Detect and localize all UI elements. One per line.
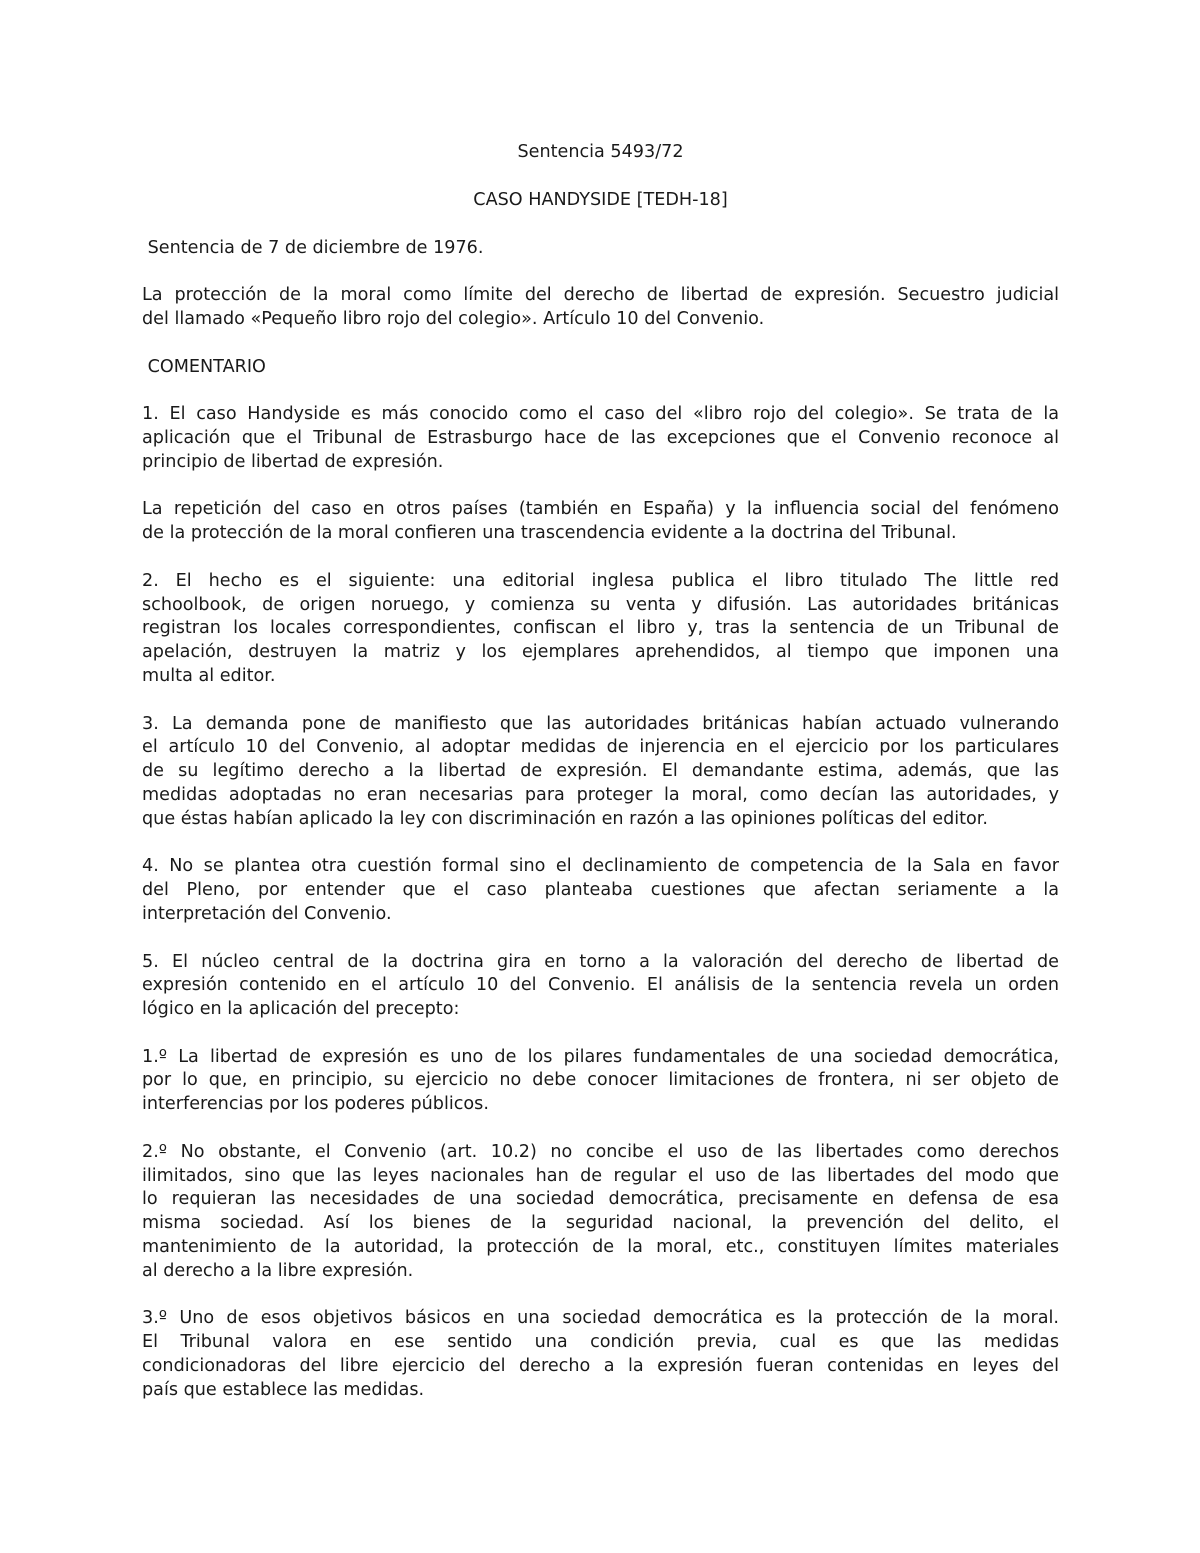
paragraph-line: expresión contenido en el artículo 10 del Convenio. El análisis de la sentencia revela un orden [142, 975, 1059, 996]
paragraph-line: 5. El núcleo central de la doctrina gira en torno a la valoración del derecho de libertad de [142, 951, 1059, 972]
paragraph-line: 3.º Uno de esos objetivos básicos en una sociedad democrática es la protección de la moral. [142, 1308, 1059, 1329]
document-body [142, 237, 1059, 1403]
paragraph-line: de la protección de la moral confieren una trascendencia evidente a la doctrina del Tribunal. [142, 523, 957, 544]
paragraph-line: interferencias por los poderes públicos. [142, 1094, 489, 1115]
paragraph [142, 237, 1059, 261]
paragraph [142, 284, 1059, 332]
paragraph-line: que éstas habían aplicado la ley con discriminación en razón a las opiniones políticas del editor. [142, 808, 989, 829]
paragraph-line: 3. La demanda pone de manifiesto que las autoridades británicas habían actuado vulnerando [142, 713, 1059, 734]
paragraph-line: misma sociedad. Así los bienes de la seguridad nacional, la prevención del delito, el [142, 1213, 1059, 1234]
paragraph [142, 498, 1059, 546]
paragraph-line: apelación, destruyen la matriz y los ejemplares aprehendidos, al tiempo que imponen una [142, 642, 1059, 663]
paragraph-line: el artículo 10 del Convenio, al adoptar medidas de injerencia en el ejercicio por los particulares [142, 737, 1059, 758]
paragraph [142, 855, 1059, 926]
paragraph-line: interpretación del Convenio. [142, 903, 392, 924]
document-page [142, 141, 1059, 1426]
paragraph-line: por lo que, en principio, su ejercicio no debe conocer limitaciones de frontera, ni ser objeto de [142, 1070, 1059, 1091]
paragraph-line: schoolbook, de origen noruego, y comienza su venta y difusión. Las autoridades británicas [142, 594, 1059, 615]
paragraph-line: mantenimiento de la autoridad, la protección de la moral, etc., constituyen límites materiales [142, 1237, 1059, 1258]
paragraph-line: lógico en la aplicación del precepto: [142, 999, 460, 1020]
paragraph-line: del Pleno, por entender que el caso planteaba cuestiones que afectan seriamente a la [142, 880, 1059, 901]
paragraph-line: ilimitados, sino que las leyes nacionales han de regular el uso de las libertades del modo que [142, 1165, 1059, 1186]
paragraph [142, 1307, 1059, 1402]
paragraph-line: 2. El hecho es el siguiente: una editorial inglesa publica el libro titulado The little red [142, 570, 1059, 591]
paragraph-line: COMENTARIO [142, 356, 266, 377]
paragraph-line: La repetición del caso en otros países (también en España) y la influencia social del fenómeno [142, 499, 1059, 520]
paragraph [142, 403, 1059, 474]
paragraph [142, 713, 1059, 832]
paragraph-line: El Tribunal valora en ese sentido una condición previa, cual es que las medidas [142, 1332, 1059, 1353]
paragraph-line: 1. El caso Handyside es más conocido como el caso del «libro rojo del colegio». Se trata de la [142, 404, 1059, 425]
paragraph-line: Sentencia de 7 de diciembre de 1976. [142, 237, 484, 258]
paragraph-line: medidas adoptadas no eran necesarias para proteger la moral, como decían las autoridades, y [142, 784, 1059, 805]
paragraph-line: 1.º La libertad de expresión es uno de los pilares fundamentales de una sociedad democrática, [142, 1046, 1059, 1067]
paragraph-line: aplicación que el Tribunal de Estrasburgo hace de las excepciones que el Convenio reconoce al [142, 427, 1059, 448]
paragraph-line: condicionadoras del libre ejercicio del derecho a la expresión fueran contenidas en leyes del [142, 1356, 1059, 1377]
paragraph-line: del llamado «Pequeño libro rojo del colegio». Artículo 10 del Convenio. [142, 308, 765, 329]
paragraph [142, 1046, 1059, 1117]
document-title: Sentencia 5493/72 [517, 142, 684, 162]
paragraph [142, 570, 1059, 689]
paragraph-line: registran los locales correspondientes, confiscan el libro y, tras la sentencia de un Tribunal de [142, 618, 1059, 639]
paragraph-line: multa al editor. [142, 665, 276, 686]
paragraph-line: 2.º No obstante, el Convenio (art. 10.2) no concibe el uso de las libertades como derechos [142, 1141, 1059, 1162]
paragraph-line: 4. No se plantea otra cuestión formal sino el declinamiento de competencia de la Sala en favor [142, 856, 1059, 877]
paragraph [142, 1141, 1059, 1284]
paragraph-line: La protección de la moral como límite del derecho de libertad de expresión. Secuestro judicial [142, 285, 1059, 306]
paragraph-line: al derecho a la libre expresión. [142, 1260, 414, 1281]
document-subtitle: CASO HANDYSIDE [TEDH-18] [473, 189, 728, 210]
paragraph-line: lo requieran las necesidades de una sociedad democrática, precisamente en defensa de esa [142, 1189, 1059, 1210]
paragraph-line: país que establece las medidas. [142, 1379, 425, 1400]
paragraph [142, 951, 1059, 1022]
paragraph-line: de su legítimo derecho a la libertad de expresión. El demandante estima, además, que las [142, 761, 1059, 782]
paragraph [142, 356, 1059, 380]
paragraph-line: principio de libertad de expresión. [142, 451, 444, 472]
